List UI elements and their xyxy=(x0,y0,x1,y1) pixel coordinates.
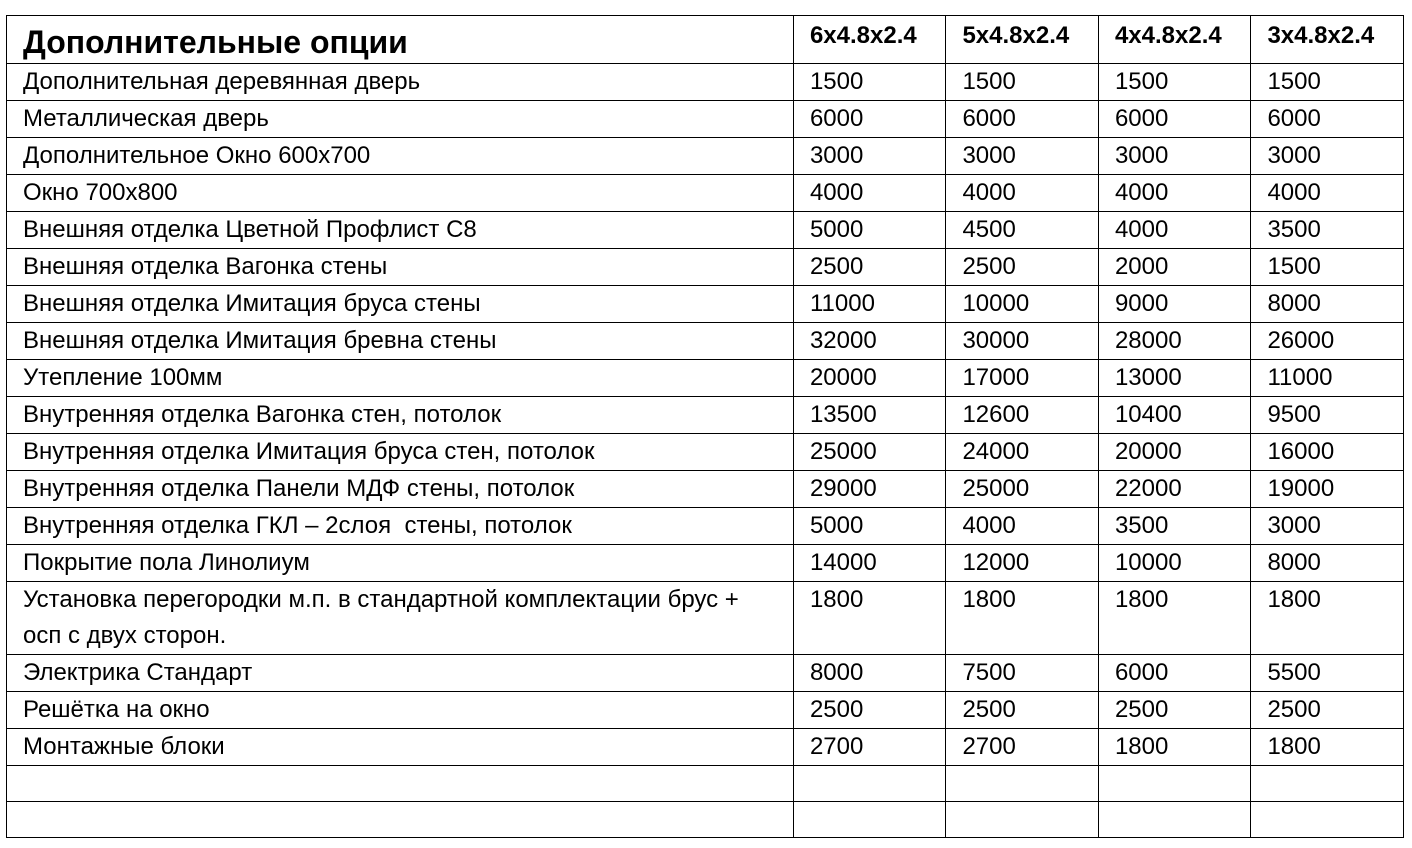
empty-row xyxy=(7,766,1404,802)
price-cell: 10400 xyxy=(1098,397,1251,434)
option-name: Монтажные блоки xyxy=(7,729,794,766)
option-name: Решётка на окно xyxy=(7,692,794,729)
price-cell: 8000 xyxy=(793,655,946,692)
price-cell: 2500 xyxy=(1251,692,1404,729)
option-name: Внешняя отделка Имитация бруса стены xyxy=(7,286,794,323)
price-cell: 3000 xyxy=(946,138,1099,175)
price-cell: 19000 xyxy=(1251,471,1404,508)
size-header-6x4.8x2.4: 6x4.8x2.4 xyxy=(793,16,946,64)
table-row xyxy=(7,655,1404,692)
price-cell: 9000 xyxy=(1098,286,1251,323)
price-cell: 2500 xyxy=(1098,692,1251,729)
price-cell: 4000 xyxy=(793,175,946,212)
table-row xyxy=(7,471,1404,508)
price-cell: 10000 xyxy=(946,286,1099,323)
size-header-5x4.8x2.4: 5x4.8x2.4 xyxy=(946,16,1099,64)
price-cell: 1500 xyxy=(1251,249,1404,286)
empty-cell xyxy=(1251,802,1404,838)
price-cell: 32000 xyxy=(793,323,946,360)
table-row xyxy=(7,545,1404,582)
table-row xyxy=(7,175,1404,212)
price-cell: 14000 xyxy=(793,545,946,582)
price-cell: 2000 xyxy=(1098,249,1251,286)
size-header-3x4.8x2.4: 3x4.8x2.4 xyxy=(1251,16,1404,64)
price-cell: 1500 xyxy=(1251,64,1404,101)
option-name: Электрика Стандарт xyxy=(7,655,794,692)
header-row xyxy=(7,16,1404,64)
empty-row xyxy=(7,802,1404,838)
table-row xyxy=(7,692,1404,729)
price-cell: 3000 xyxy=(1251,138,1404,175)
price-cell: 11000 xyxy=(793,286,946,323)
table-row xyxy=(7,101,1404,138)
empty-cell xyxy=(7,766,794,802)
price-cell: 25000 xyxy=(793,434,946,471)
options-price-table xyxy=(6,15,1404,838)
price-cell: 3500 xyxy=(1251,212,1404,249)
price-cell: 30000 xyxy=(946,323,1099,360)
price-cell: 25000 xyxy=(946,471,1099,508)
price-cell: 8000 xyxy=(1251,545,1404,582)
empty-cell xyxy=(1251,766,1404,802)
empty-cell xyxy=(793,766,946,802)
price-cell: 9500 xyxy=(1251,397,1404,434)
table-row xyxy=(7,360,1404,397)
price-cell: 2700 xyxy=(946,729,1099,766)
price-cell: 5000 xyxy=(793,508,946,545)
price-cell: 4500 xyxy=(946,212,1099,249)
empty-cell xyxy=(793,802,946,838)
price-cell: 3000 xyxy=(1098,138,1251,175)
price-cell: 3000 xyxy=(793,138,946,175)
price-cell: 1800 xyxy=(1098,729,1251,766)
table-row xyxy=(7,434,1404,471)
price-cell: 2500 xyxy=(946,692,1099,729)
price-cell: 12600 xyxy=(946,397,1099,434)
option-name: Дополнительное Окно 600х700 xyxy=(7,138,794,175)
table-title: Дополнительные опции xyxy=(7,16,794,64)
price-cell: 11000 xyxy=(1251,360,1404,397)
price-cell: 20000 xyxy=(1098,434,1251,471)
price-cell: 7500 xyxy=(946,655,1099,692)
empty-cell xyxy=(7,802,794,838)
option-name: Покрытие пола Линолиум xyxy=(7,545,794,582)
price-cell: 3500 xyxy=(1098,508,1251,545)
price-cell: 4000 xyxy=(946,508,1099,545)
empty-cell xyxy=(1098,766,1251,802)
price-cell: 6000 xyxy=(1251,101,1404,138)
price-cell: 5500 xyxy=(1251,655,1404,692)
price-cell: 1800 xyxy=(946,582,1099,655)
price-cell: 1500 xyxy=(1098,64,1251,101)
price-cell: 22000 xyxy=(1098,471,1251,508)
price-cell: 5000 xyxy=(793,212,946,249)
table-row xyxy=(7,397,1404,434)
option-name: Внешняя отделка Имитация бревна стены xyxy=(7,323,794,360)
price-cell: 17000 xyxy=(946,360,1099,397)
option-name: Внешняя отделка Вагонка стены xyxy=(7,249,794,286)
price-cell: 4000 xyxy=(1251,175,1404,212)
price-cell: 1500 xyxy=(946,64,1099,101)
table-row xyxy=(7,286,1404,323)
table-row xyxy=(7,212,1404,249)
price-cell: 2500 xyxy=(793,692,946,729)
table-row xyxy=(7,582,1404,655)
price-cell: 1800 xyxy=(1098,582,1251,655)
price-cell: 13500 xyxy=(793,397,946,434)
price-cell: 2500 xyxy=(793,249,946,286)
table-row xyxy=(7,64,1404,101)
price-cell: 8000 xyxy=(1251,286,1404,323)
price-cell: 29000 xyxy=(793,471,946,508)
price-cell: 4000 xyxy=(1098,175,1251,212)
table-row xyxy=(7,729,1404,766)
size-header-4x4.8x2.4: 4x4.8x2.4 xyxy=(1098,16,1251,64)
empty-cell xyxy=(1098,802,1251,838)
option-name: Дополнительная деревянная дверь xyxy=(7,64,794,101)
option-name: Металлическая дверь xyxy=(7,101,794,138)
empty-cell xyxy=(946,802,1099,838)
option-name: Внутренняя отделка ГКЛ – 2слоя стены, потолок xyxy=(7,508,794,545)
price-cell: 1800 xyxy=(1251,582,1404,655)
empty-cell xyxy=(946,766,1099,802)
table-row xyxy=(7,323,1404,360)
price-cell: 16000 xyxy=(1251,434,1404,471)
price-cell: 4000 xyxy=(1098,212,1251,249)
table-row xyxy=(7,249,1404,286)
price-cell: 24000 xyxy=(946,434,1099,471)
price-cell: 6000 xyxy=(793,101,946,138)
price-cell: 12000 xyxy=(946,545,1099,582)
price-cell: 1800 xyxy=(1251,729,1404,766)
table-row xyxy=(7,138,1404,175)
price-cell: 2700 xyxy=(793,729,946,766)
price-cell: 10000 xyxy=(1098,545,1251,582)
table-row xyxy=(7,508,1404,545)
option-name: Внешняя отделка Цветной Профлист С8 xyxy=(7,212,794,249)
price-cell: 13000 xyxy=(1098,360,1251,397)
option-name: Утепление 100мм xyxy=(7,360,794,397)
price-cell: 1800 xyxy=(793,582,946,655)
price-cell: 26000 xyxy=(1251,323,1404,360)
option-name: Внутренняя отделка Панели МДФ стены, потолок xyxy=(7,471,794,508)
price-cell: 6000 xyxy=(1098,655,1251,692)
price-cell: 6000 xyxy=(1098,101,1251,138)
price-cell: 2500 xyxy=(946,249,1099,286)
option-name: Окно 700х800 xyxy=(7,175,794,212)
price-cell: 4000 xyxy=(946,175,1099,212)
price-cell: 20000 xyxy=(793,360,946,397)
option-name: Внутренняя отделка Имитация бруса стен, потолок xyxy=(7,434,794,471)
option-name: Установка перегородки м.п. в стандартной комплектации брус + осп с двух сторон. xyxy=(7,582,794,655)
price-cell: 1500 xyxy=(793,64,946,101)
price-cell: 3000 xyxy=(1251,508,1404,545)
price-cell: 6000 xyxy=(946,101,1099,138)
option-name: Внутренняя отделка Вагонка стен, потолок xyxy=(7,397,794,434)
price-cell: 28000 xyxy=(1098,323,1251,360)
